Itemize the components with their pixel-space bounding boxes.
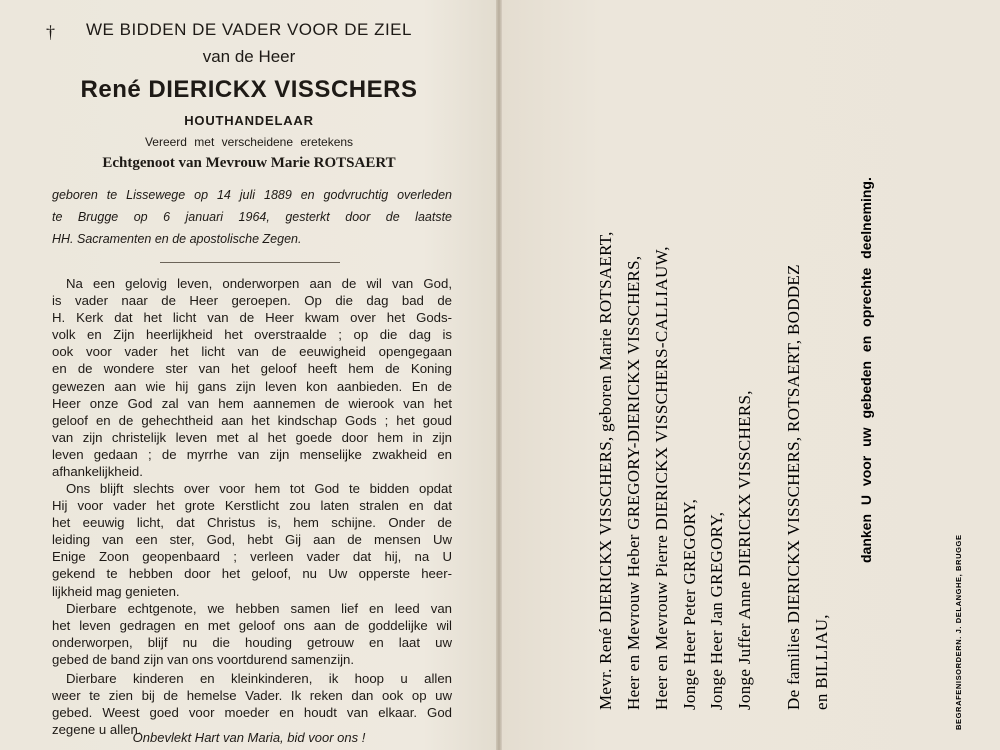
header-line-2: van de Heer [202,47,296,66]
profession: HOUTHANDELAAR [184,113,314,128]
text-line: H. Kerk dat het licht van de Heer kwam over het Gods- [52,310,452,326]
family-line: Jonge Juffer Anne DIERICKX VISSCHERS, [735,390,754,710]
spouse: Echtgenoot van Mevrouw Marie ROTSAERT [102,155,396,171]
dates-line: te Brugge op 6 januari 1964, gesterkt door de laatste [52,210,452,224]
left-page [0,0,498,750]
text-line: leven gedaan ; de myrrhe van zijn menselijke zwakheid en [52,446,452,462]
dates-line: HH. Sacramenten en de apostolische Zegen. [52,232,302,246]
text-line: gewezen aan wie hij gans zijn leven kon aanbieden. En de [52,378,452,394]
family-line: Mevr. René DIERICKX VISSCHERS, geboren Marie ROTSAERT, [596,231,615,710]
family-line: en BILLIAU, [812,614,831,710]
dates-line: geboren te Lissewege op 14 juli 1889 en godvruchtig overleden [52,188,452,202]
family-line: Jonge Heer Jan GREGORY, [707,511,726,710]
text-line: Heer onze God zal van hem aannemen de wierook van het [52,395,452,411]
thanks-line: danken U voor uw gebeden en oprechte deelneming. [858,177,874,563]
text-line: Dierbare echtgenote, we hebben samen lief en leed van [66,601,452,616]
text-line: afhankelijkheid. [52,464,143,480]
text-line: ook voor vader het licht van de eeuwigheid opengegaan [52,344,452,360]
family-line: De families DIERICKX VISSCHERS, ROTSAERT, BODDEZ [784,264,803,710]
deceased-name: René DIERICKX VISSCHERS [80,76,418,103]
text-line: en de wondere ster van het geloof heeft hem de Koning [52,361,452,377]
text-line: het leven gedragen en met geloof ons aan de goddelijke wil [52,618,452,634]
text-line: Na een gelovig leven, onderworpen aan de wil van God, [66,276,452,291]
text-line: zegene u allen. [52,722,142,738]
text-line: leiding van een ster, God, hebt Gij aan de mensen Uw [52,532,452,548]
text-line: is vader naar de Heer geroepen. Op die dag bad de [52,293,452,309]
text-line: Hij voor vader het grote Kerstlicht zou laten stralen en dat [52,498,452,514]
text-line: Enige Zoon geopenbaard ; verleen vader dat hij, na U [52,549,452,565]
cross-icon: † [46,22,55,42]
text-line: gebed. Weest goed voor moeder en houdt van elkaar. God [52,705,452,721]
text-line: gebed de band zijn van ons voortdurend samenzijn. [52,652,355,668]
family-line: Heer en Mevrouw Pierre DIERICKX VISSCHERS-CALLIAUW, [652,246,671,710]
text-line: onderworpen, blijf nu die houding getrouw en laat uw [52,635,452,651]
header-line-1: WE BIDDEN DE VADER VOOR DE ZIEL [86,20,412,39]
text-line: lijkheid mag genieten. [52,583,180,599]
printer-imprint: BEGRAFENISORDERN. J. DELANGHE, BRUGGE [954,534,963,730]
birth-death-details [52,184,452,250]
family-line: Jonge Heer Peter GREGORY, [680,498,699,710]
text-line: Dierbare kinderen en kleinkinderen, ik hoop u allen [66,671,452,686]
text-line: van zijn christelijk leven met al het goede door hem in zijn [52,429,452,445]
text-line: geloof en de gehechtheid aan het kindschap Gods ; het goud [52,412,452,428]
text-line: het eeuwig licht, dat Christus is, hem schijne. Onder de [52,515,452,531]
honors: Vereerd met verscheidene eretekens [144,135,354,149]
paragraph-1 [52,275,452,480]
text-line: gekend te hebben door het geloof, nu Uw opperste heer- [52,566,452,582]
closing-prayer: Onbevlekt Hart van Maria, bid voor ons ! [132,730,366,745]
paragraph-2 [52,480,452,600]
text-line: weer te zien bij de hemelse Vader. Ik reken dan ook op uw [52,688,452,704]
text-line: Ons blijft slechts over voor hem tot God te bidden opdat [66,481,452,496]
paragraph-3 [52,600,452,668]
paragraph-4 [52,670,452,738]
text-line: volk en Zijn heerlijkheid het overstraalde ; op die dag is [52,327,452,343]
family-line: Heer en Mevrouw Heber GREGORY-DIERICKX VISSCHERS, [624,255,643,710]
divider [160,262,340,263]
